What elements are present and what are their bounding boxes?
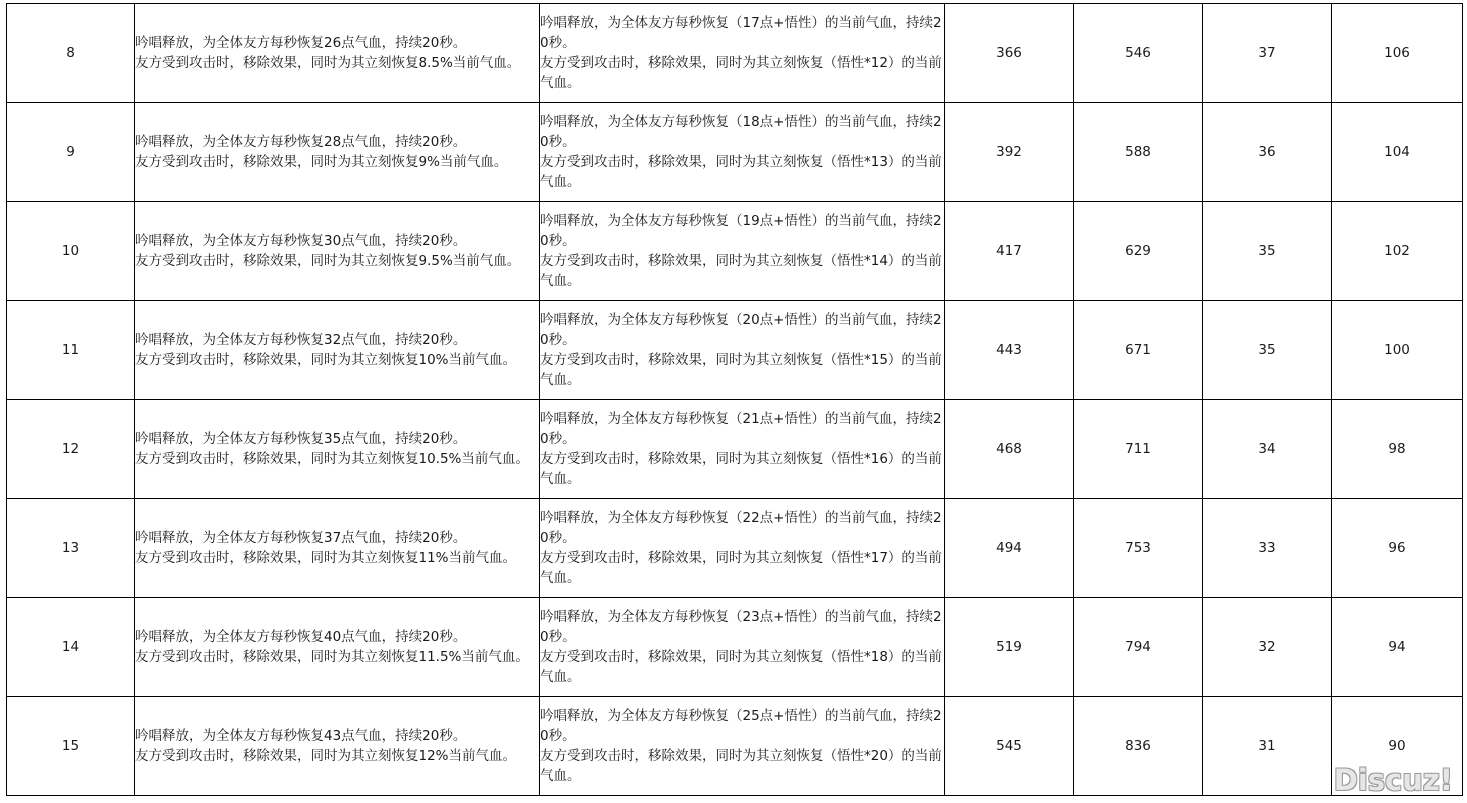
formula-description-cell: 吟唱释放，为全体友方每秒恢复（25点+悟性）的当前气血，持续20秒。 友方受到攻击时，移除效果，同时为其立刻恢复（悟性*20）的当前气血。 [540, 697, 945, 796]
value-cell-2: 794 [1074, 598, 1203, 697]
description-cell: 吟唱释放，为全体友方每秒恢复35点气血，持续20秒。 友方受到攻击时，移除效果，同时为其立刻恢复10.5%当前气血。 [135, 400, 540, 499]
level-cell: 13 [7, 499, 135, 598]
value-cell-1: 443 [945, 301, 1074, 400]
formula-description-cell: 吟唱释放，为全体友方每秒恢复（21点+悟性）的当前气血，持续20秒。 友方受到攻击时，移除效果，同时为其立刻恢复（悟性*16）的当前气血。 [540, 400, 945, 499]
value-cell-4: 96 [1332, 499, 1463, 598]
formula-description-cell: 吟唱释放，为全体友方每秒恢复（20点+悟性）的当前气血，持续20秒。 友方受到攻击时，移除效果，同时为其立刻恢复（悟性*15）的当前气血。 [540, 301, 945, 400]
formula-description-cell: 吟唱释放，为全体友方每秒恢复（19点+悟性）的当前气血，持续20秒。 友方受到攻击时，移除效果，同时为其立刻恢复（悟性*14）的当前气血。 [540, 202, 945, 301]
table-row [7, 499, 1463, 598]
value-cell-3: 35 [1203, 301, 1332, 400]
value-cell-2: 711 [1074, 400, 1203, 499]
value-cell-4: 100 [1332, 301, 1463, 400]
value-cell-3: 36 [1203, 103, 1332, 202]
value-cell-1: 468 [945, 400, 1074, 499]
table-row [7, 202, 1463, 301]
level-cell: 14 [7, 598, 135, 697]
level-cell: 11 [7, 301, 135, 400]
value-cell-2: 753 [1074, 499, 1203, 598]
formula-description-cell: 吟唱释放，为全体友方每秒恢复（23点+悟性）的当前气血，持续20秒。 友方受到攻击时，移除效果，同时为其立刻恢复（悟性*18）的当前气血。 [540, 598, 945, 697]
discuz-watermark: Discuz! [1333, 763, 1453, 797]
value-cell-1: 417 [945, 202, 1074, 301]
description-cell: 吟唱释放，为全体友方每秒恢复26点气血，持续20秒。 友方受到攻击时，移除效果，同时为其立刻恢复8.5%当前气血。 [135, 4, 540, 103]
level-cell: 15 [7, 697, 135, 796]
table-row [7, 4, 1463, 103]
table-row [7, 103, 1463, 202]
value-cell-1: 366 [945, 4, 1074, 103]
level-cell: 10 [7, 202, 135, 301]
value-cell-3: 33 [1203, 499, 1332, 598]
value-cell-4: 106 [1332, 4, 1463, 103]
value-cell-2: 588 [1074, 103, 1203, 202]
value-cell-1: 392 [945, 103, 1074, 202]
value-cell-4: 98 [1332, 400, 1463, 499]
value-cell-4: 104 [1332, 103, 1463, 202]
value-cell-3: 37 [1203, 4, 1332, 103]
table-row [7, 598, 1463, 697]
description-cell: 吟唱释放，为全体友方每秒恢复43点气血，持续20秒。 友方受到攻击时，移除效果，同时为其立刻恢复12%当前气血。 [135, 697, 540, 796]
value-cell-2: 629 [1074, 202, 1203, 301]
skill-level-table [6, 3, 1463, 796]
formula-description-cell: 吟唱释放，为全体友方每秒恢复（22点+悟性）的当前气血，持续20秒。 友方受到攻击时，移除效果，同时为其立刻恢复（悟性*17）的当前气血。 [540, 499, 945, 598]
formula-description-cell: 吟唱释放，为全体友方每秒恢复（18点+悟性）的当前气血，持续20秒。 友方受到攻击时，移除效果，同时为其立刻恢复（悟性*13）的当前气血。 [540, 103, 945, 202]
description-cell: 吟唱释放，为全体友方每秒恢复37点气血，持续20秒。 友方受到攻击时，移除效果，同时为其立刻恢复11%当前气血。 [135, 499, 540, 598]
description-cell: 吟唱释放，为全体友方每秒恢复32点气血，持续20秒。 友方受到攻击时，移除效果，同时为其立刻恢复10%当前气血。 [135, 301, 540, 400]
value-cell-2: 546 [1074, 4, 1203, 103]
value-cell-4: 102 [1332, 202, 1463, 301]
table-row [7, 301, 1463, 400]
value-cell-3: 32 [1203, 598, 1332, 697]
description-cell: 吟唱释放，为全体友方每秒恢复40点气血，持续20秒。 友方受到攻击时，移除效果，同时为其立刻恢复11.5%当前气血。 [135, 598, 540, 697]
value-cell-2: 836 [1074, 697, 1203, 796]
level-cell: 12 [7, 400, 135, 499]
value-cell-4: 90 [1332, 697, 1463, 796]
table-row [7, 400, 1463, 499]
value-cell-4: 94 [1332, 598, 1463, 697]
table-row [7, 697, 1463, 796]
value-cell-1: 519 [945, 598, 1074, 697]
description-cell: 吟唱释放，为全体友方每秒恢复30点气血，持续20秒。 友方受到攻击时，移除效果，同时为其立刻恢复9.5%当前气血。 [135, 202, 540, 301]
formula-description-cell: 吟唱释放，为全体友方每秒恢复（17点+悟性）的当前气血，持续20秒。 友方受到攻击时，移除效果，同时为其立刻恢复（悟性*12）的当前气血。 [540, 4, 945, 103]
level-cell: 8 [7, 4, 135, 103]
value-cell-3: 34 [1203, 400, 1332, 499]
value-cell-2: 671 [1074, 301, 1203, 400]
value-cell-1: 545 [945, 697, 1074, 796]
table-body [7, 4, 1463, 796]
value-cell-3: 35 [1203, 202, 1332, 301]
value-cell-3: 31 [1203, 697, 1332, 796]
description-cell: 吟唱释放，为全体友方每秒恢复28点气血，持续20秒。 友方受到攻击时，移除效果，同时为其立刻恢复9%当前气血。 [135, 103, 540, 202]
level-cell: 9 [7, 103, 135, 202]
value-cell-1: 494 [945, 499, 1074, 598]
